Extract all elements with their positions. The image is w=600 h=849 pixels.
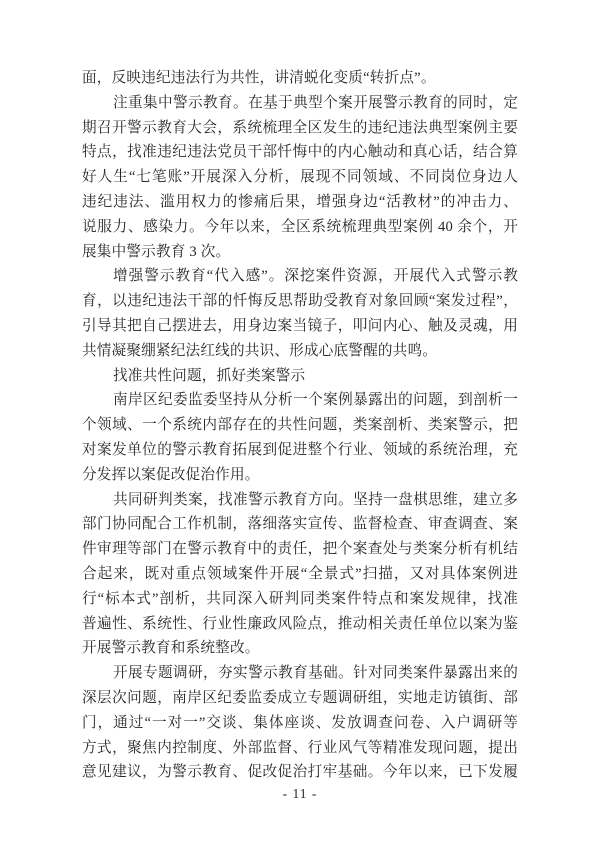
text-line: 开展警示教育和系统整改。 (82, 640, 260, 657)
text-line: 个领域、一个系统内部存在的共性问题，类案剖析、类案警示，把 (82, 417, 518, 434)
text-line: 违纪违法、滥用权力的惨痛后果，增强身边“活教材”的冲击力、 (82, 193, 518, 210)
text-line: 门，通过“一对一”交谈、集体座谈、发放调查问卷、入户调研等 (82, 714, 518, 731)
text-line: 共情凝聚绷紧纪法红线的共识、形成心底警醒的共鸣。 (82, 342, 438, 359)
text-line: 共同研判类案，找准警示教育方向。坚持一盘棋思维，建立多 (113, 491, 518, 508)
text-line: 普遍性、系统性、行业性廉政风险点，推动相关责任单位以案为鉴 (82, 615, 518, 632)
text-line: 对案发单位的警示教育拓展到促进整个行业、领域的系统治理，充 (82, 441, 518, 458)
text-line: 深层次问题，南岸区纪委监委成立专题调研组，实地走访镇街、部 (82, 689, 518, 706)
text-line: 分发挥以案促改促治作用。 (82, 466, 260, 483)
text-line: 好人生“七笔账”开展深入分析，展现不同领域、不同岗位身边人 (82, 169, 518, 186)
text-line: 方式，聚焦内控制度、外部监督、行业风气等精准发现问题，提出 (82, 739, 518, 756)
text-line: 件审理等部门在警示教育中的责任，把个案查处与类案分析有机结 (82, 541, 518, 558)
text-line: 意见建议，为警示教育、促改促治打牢基础。今年以来，已下发履 (82, 764, 518, 781)
text-line: 部门协同配合工作机制，落细落实宣传、监督检查、审查调查、案 (82, 516, 518, 533)
text-line: 期召开警示教育大会，系统梳理全区发生的违纪违法典型案例主要 (82, 119, 518, 136)
text-line: 育，以违纪违法干部的忏悔反思帮助受教育对象回顾“案发过程”， (82, 293, 518, 310)
text-line: 说服力、感染力。今年以来，全区系统梳理典型案例 40 余个，开 (82, 218, 518, 235)
text-line: 特点，找准违纪违法党员干部忏悔中的内心触动和真心话，结合算 (82, 144, 518, 161)
text-line: 展集中警示教育 3 次。 (82, 243, 231, 260)
text-line: 南岸区纪委监委坚持从分析一个案例暴露出的问题，到剖析一 (113, 392, 518, 409)
text-line: 注重集中警示教育。在基于典型个案开展警示教育的同时，定 (113, 94, 518, 111)
text-line: 合起来，既对重点领域案件开展“全景式”扫描，又对具体案例进 (82, 565, 518, 582)
text-line: 增强警示教育“代入感”。深挖案件资源，开展代入式警示教 (113, 268, 518, 285)
page-number: - 11 - (282, 786, 318, 801)
body-text (82, 66, 518, 785)
text-line: 开展专题调研，夯实警示教育基础。针对同类案件暴露出来的 (113, 665, 518, 682)
section-subheading: 找准共性问题，抓好类案警示 (113, 367, 306, 384)
text-line: 行“标本式”剖析，共同深入研判同类案件特点和案发规律，找准 (82, 590, 518, 607)
text-line: 面，反映违纪违法行为共性，讲清蜕化变质“转折点”。 (82, 70, 436, 86)
text-line: 引导其把自己摆进去，用身边案当镜子，叩问内心、触及灵魂，用 (82, 317, 518, 334)
